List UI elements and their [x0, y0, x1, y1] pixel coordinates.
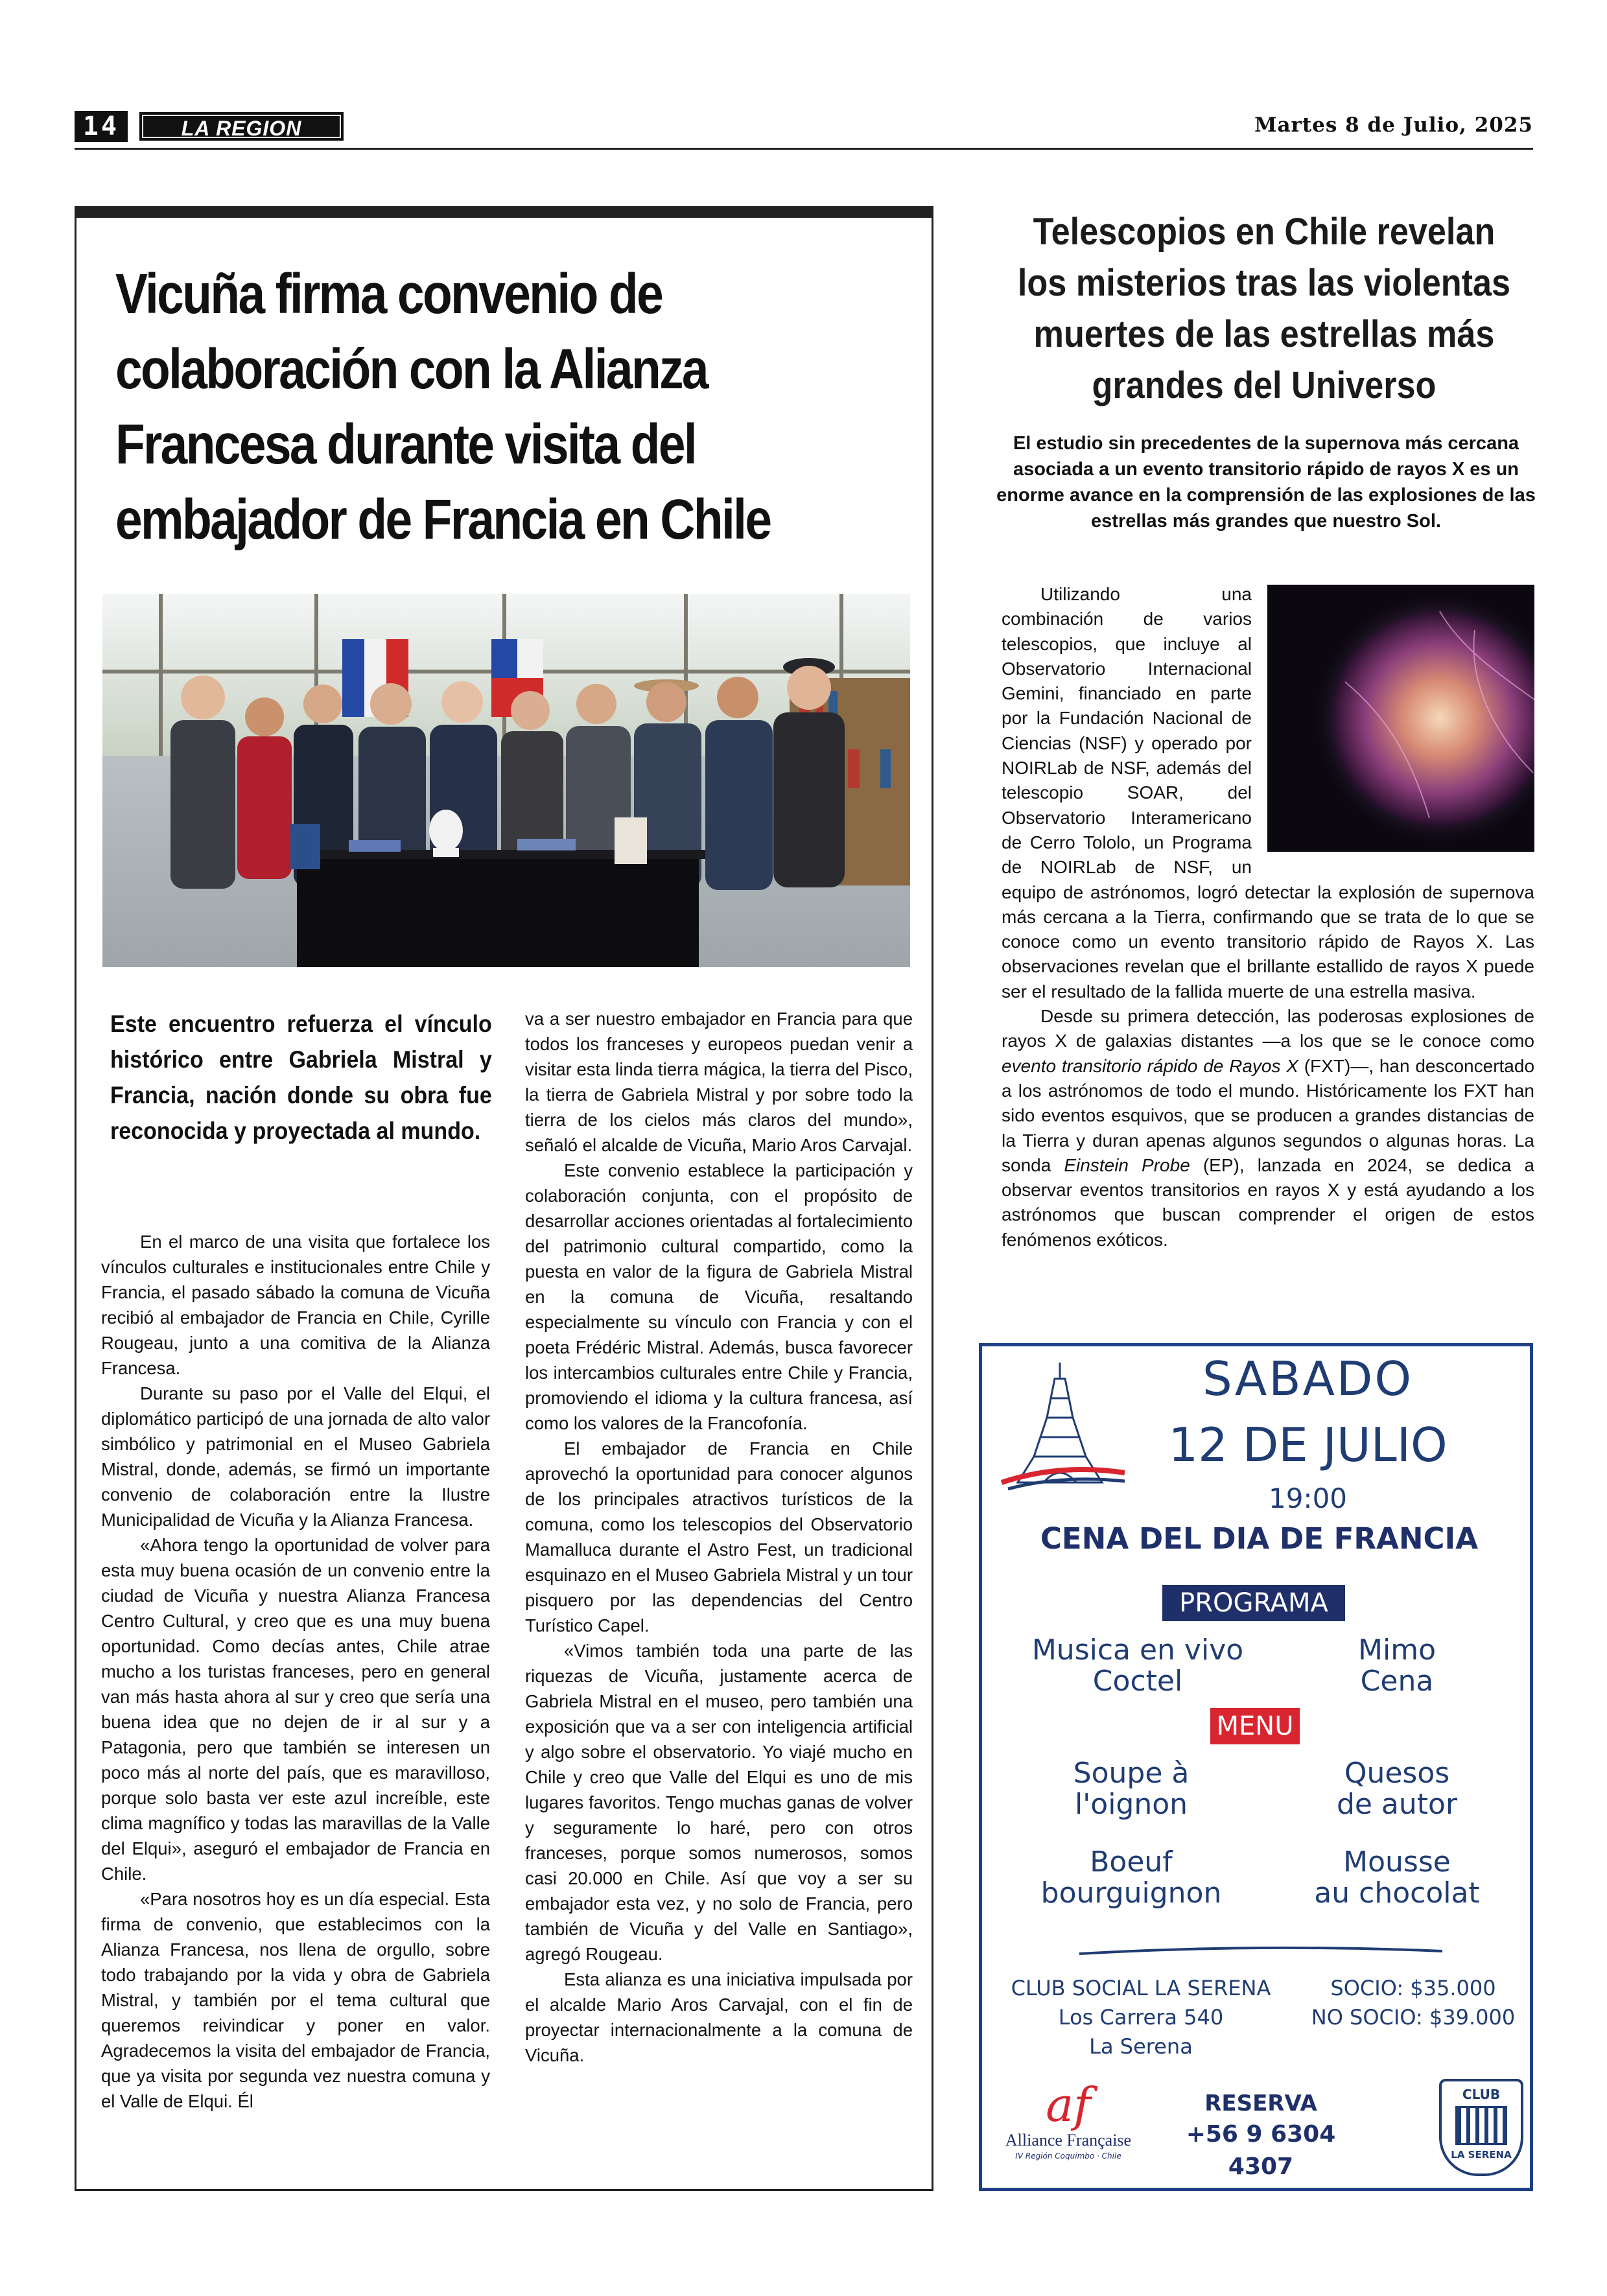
article-body-telescopios — [1002, 582, 1534, 1252]
paragraph: va a ser nuestro embajador en Francia para que todos los franceses y europeos puedan venir a visitar esta linda tierra mágica, la tierra del Pisco, la tierra de Gabriela Mistral y por sobre todo la tierra de los cielos más claros del mundo», señaló el alcalde de Vicuña, Mario Aros Carvajal. — [525, 1009, 913, 1155]
ad-event-title: CENA DEL DIA DE FRANCIA — [1040, 1521, 1479, 1556]
group-photo-illustration — [102, 594, 910, 967]
article-headline — [115, 257, 907, 557]
menu-label: MENU — [1210, 1708, 1300, 1744]
menu-item: Boeuf bourguignon — [1040, 1845, 1222, 1910]
paragraph: Durante su paso por el Valle del Elqui, el diplomático participó de una jornada de alto valor simbólico y patrimonial en el Museo Gabriela Mistral, donde, además, se firmó un importante convenio de colaboración entre la Ilustre Municipalidad de Vicuña y la Alianza Francesa. — [101, 1383, 490, 1530]
programa-right: Mimo Cena — [1358, 1634, 1436, 1698]
ad-venue: CLUB SOCIAL LA SERENA Los Carrera 540 La Serena — [1011, 1976, 1271, 2059]
menu-item: Quesos de autor — [1336, 1757, 1458, 1821]
article-headline-telescopios — [1002, 206, 1527, 411]
supernova-image — [1267, 585, 1534, 852]
club-la-serena-crest-icon: CLUB LA SERENA — [1439, 2079, 1523, 2176]
headline-line: colaboración con la Alianza — [115, 338, 707, 401]
headline-line: Francesa durante visita del — [115, 413, 696, 476]
paragraph: Utilizando una combinación de varios telescopios, que incluye al Observatorio Internacional Gemini, financiado en parte por la Fundación Nacional de Ciencias (NSF) y operado por NOIRLab de NSF, además del telescopio SOAR, del Observatorio Interamericano de Cerro Tololo, un Programa de NOIRLab de NSF, un equipo de astrónomos, logró detectar la explosión de supernova más cercana a la Tierra, confirmando que se trata de lo que se conoce como un evento transitorio rápido de Rayos X. Las observaciones revelan que el brillante estallido de rayos X puede ser el resultado de la fallida muerte de una estrella masiva. — [1002, 582, 1534, 1004]
article-column-1 — [101, 1229, 490, 2114]
ad-prices: SOCIO: $35.000 NO SOCIO: $39.000 — [1311, 1976, 1516, 2030]
article-subhead: El estudio sin precedentes de la supernova más cercana asociada a un evento transitorio rápido de rayos X es un enorme avance en la comprensión de las explosiones de las estrellas más grandes que nuestro Sol. — [996, 433, 1536, 532]
paragraph: Esta alianza es una iniciativa impulsada por el alcalde Mario Aros Carvajal, con el fin de proyectar internacionalmente a la comuna de Vicuña. — [525, 1969, 913, 2065]
article-lead: Este encuentro refuerza el vínculo histórico entre Gabriela Mistral y Francia, nación donde su obra fue reconocida y proyectada al mundo. — [110, 1011, 492, 1144]
newspaper-name: LA REGION — [139, 112, 344, 141]
divider-flourish — [1079, 1946, 1442, 1959]
article-photo — [102, 594, 910, 967]
issue-date: Martes 8 de Julio, 2025 — [1254, 113, 1533, 137]
programa-left: Musica en vivo Coctel — [1031, 1634, 1244, 1698]
article-vicuna — [75, 206, 933, 2191]
ad-reservation: RESERVA +56 9 6304 4307 — [1151, 2089, 1371, 2183]
alliance-francaise-logo: af Alliance Française IV Región Coquimbo · Chile — [987, 2079, 1149, 2176]
headline-line: grandes del Universo — [1092, 364, 1437, 406]
headline-line: Telescopios en Chile revelan — [1033, 211, 1496, 253]
paragraph: Este convenio establece la participación y colaboración conjunta, con el propósito de desarrollar acciones orientadas al fortalecimiento del patrimonio cultural compartido, como la puesta en valor de la figura de Gabriela Mistral en la comuna de Vicuña, resaltando especialmente su vínculo con Francia y con el poeta Frédéric Mistral. Además, busca favorecer los intercambios culturales entre Chile y Francia, promoviendo el idioma y la cultura francesa, así como los valores de la Francofonía. — [525, 1160, 913, 1433]
headline-line: los misterios tras las violentas — [1017, 262, 1511, 304]
paragraph: «Ahora tengo la oportunidad de volver para esta muy buena ocasión de un convenio entre la ciudad de Vicuña y nuestra Alianza Francesa Centro Cultural, y creo que es una muy buena oportunidad. Como decías antes, Chile atrae mucho a los turistas franceses, pero en general van más hasta ahora al sur y creo que sería una buena idea que no dejen de ir al sur y a Patagonia, pero que también se interesen un poco más al norte del país, que es maravilloso, porque solo basta ver este azul increíble, este clima magnífico y todas las maravillas de la Valle del Elqui», aseguró el embajador de Francia en Chile. — [101, 1535, 490, 1884]
af-monogram-icon: af — [1046, 2078, 1091, 2132]
ad-date: 12 DE JULIO — [1168, 1418, 1448, 1472]
paragraph: En el marco de una visita que fortalece los vínculos culturales e institucionales entre Chile y Francia, el pasado sábado la comuna de Vicuña recibió al embajador de Francia en Chile, Cyrille Rougeau, junto a una comitiva de la Alianza Francesa. — [101, 1232, 490, 1378]
menu-item: Mousse au chocolat — [1314, 1845, 1480, 1910]
article-column-2 — [525, 1006, 913, 2068]
headline-line: Vicuña firma convenio de — [115, 263, 663, 325]
page-header — [75, 107, 1533, 150]
supernova-illustration — [1306, 585, 1534, 852]
programa-label: PROGRAMA — [1162, 1585, 1345, 1621]
page-number: 14 — [75, 111, 128, 142]
paragraph: Desde su primera detección, las poderosas explosiones de rayos X de galaxias distantes —a los que se le conoce como evento transitorio rápido de Rayos X (FXT)—, han desconcertado a los astrónomos de todo el mundo. Históricamente los FXT han sido eventos esquivos, que se producen a grandes distancias de la Tierra y duran apenas algunos segundos o algunas horas. La sonda Einstein Probe (EP), lanzada en 2024, se dedica a observar eventos transitorios en rayos X y está ayudando a los astrónomos que buscan comprender el origen de estos fenómenos exóticos. — [1002, 1006, 1535, 1250]
paragraph: «Vimos también toda una parte de las riquezas de Vicuña, justamente acerca de Gabriela Mistral en el museo, pero también una exposición que va a ser con inteligencia artificial y algo sobre el observatorio. Yo viajé mucho en Chile y creo que Valle del Elqui es uno de mis lugares favoritos. Tengo muchas ganas de volver y seguramente lo haré, pero con otros franceses, porque somos numerosos, somos casi 20.000 en Chile. Así que voy a ser su embajador esta vez, y no solo de Francia, pero también de Vicuña y del Valle en Santiago», agregó Rougeau. — [525, 1641, 913, 1964]
menu-item: Soupe à l'oignon — [1073, 1757, 1190, 1821]
reservation-phone[interactable]: +56 9 6304 4307 — [1186, 2121, 1336, 2180]
ad-day: SABADO — [1202, 1352, 1414, 1406]
headline-line: embajador de Francia en Chile — [115, 488, 771, 551]
ad-time: 19:00 — [1268, 1482, 1348, 1514]
paragraph: «Para nosotros hoy es un día especial. Esta firma de convenio, que establecimos con la Alianza Francesa, nos llena de orgullo, sobre todo trabajando por la vida y obra de Gabriela Mistral, y también por el tema cultural que queremos reivindicar y poner en valor. Agradecemos la visita del embajador de Francia, que ya visita por segunda vez nuestra comuna y el Valle de Elqui. Él — [101, 1889, 490, 2111]
paragraph: El embajador de Francia en Chile aprovechó la oportunidad para conocer algunos de los principales atractivos turísticos de la comuna, como los telescopios del Observatorio Mamalluca durante el Astro Fest, un tradicional esquinazo en el Museo Gabriela Mistral y un tour pisquero por las dependencias del Centro Turístico Capel. — [525, 1438, 913, 1635]
headline-line: muertes de las estrellas más — [1033, 313, 1495, 355]
dinner-advertisement — [979, 1343, 1533, 2191]
